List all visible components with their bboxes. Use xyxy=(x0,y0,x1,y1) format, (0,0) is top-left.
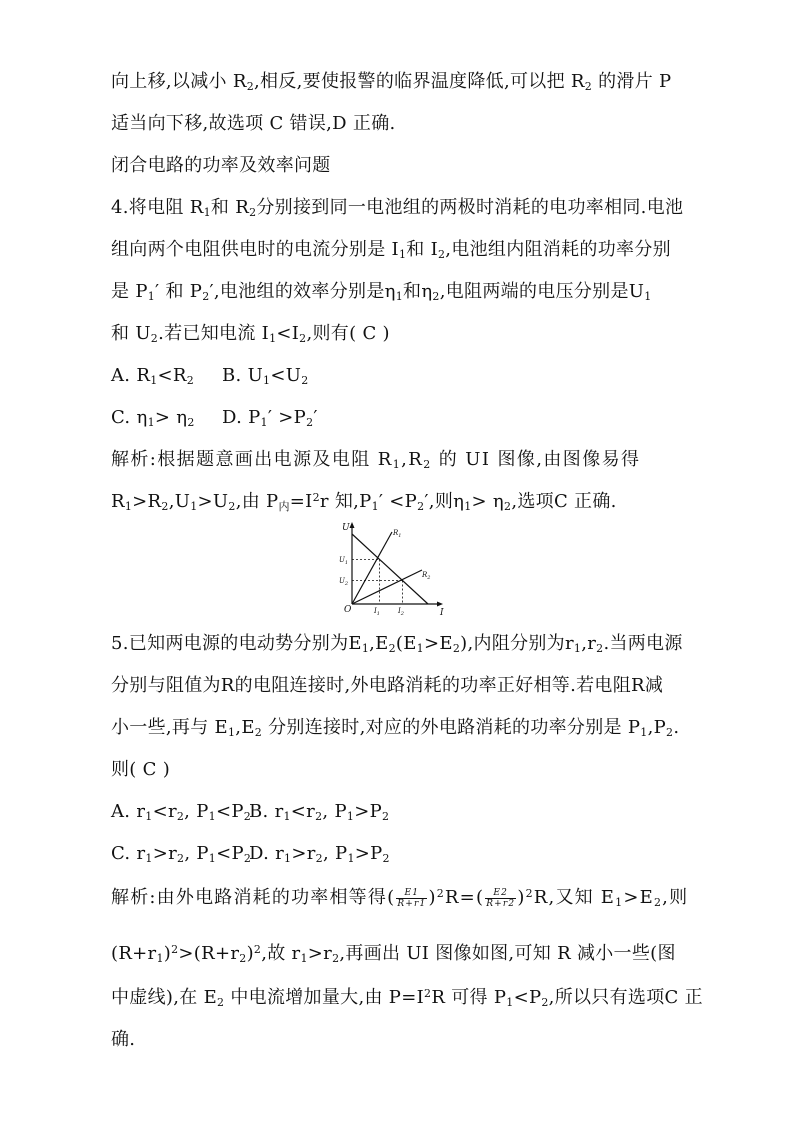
text-line: 适当向下移,故选项 C 错误,D 正确. xyxy=(111,113,396,134)
u-axis-arrow xyxy=(350,522,355,528)
q4-stem-line-3: 是 $P_1'$ 和 $P_2'$,电池组的效率分别是$\eta_1$和$\eta_2$,电阻两端的电压分别是$U_1$ xyxy=(111,281,652,303)
q5-option-b: B. $r_1<r_2$, $P_1>P_2$ xyxy=(249,801,390,823)
q4-option-d: D. $P_1' >P_2'$ xyxy=(222,407,318,429)
q4-stem-line-4: 和 $U_2$.若已知电流 $I_1<I_2$,则有( C ) xyxy=(111,323,390,345)
q4-stem-line-1: 4.将电阻 $R_1$和 $R_2$分别接到同一电池组的两极时消耗的电功率相同.电池 xyxy=(111,197,684,219)
r1-line xyxy=(352,532,392,604)
source-line xyxy=(352,534,431,604)
r2-label: $R_2$ xyxy=(422,571,431,581)
i-axis-arrow xyxy=(437,602,443,607)
u1-label: $U_1$ xyxy=(339,556,349,566)
fraction-e1: $\frac{E1}{R+r1}$ xyxy=(397,887,427,909)
q5-analysis-line-2: $(R+r_1)^2>(R+r_2)^2$,故 $r_1>r_2$,再画出 UI 图像如图,可知 R 减小一些(图 xyxy=(111,943,676,965)
ui-graph-figure xyxy=(336,520,448,616)
q5-option-a: A. $r_1<r_2$, $P_1<P_2$ xyxy=(111,801,252,823)
q4-stem-line-2: 组向两个电阻供电时的电流分别是 $I_1$和 $I_2$,电池组内阻消耗的功率分别 xyxy=(111,239,671,261)
q5-stem-line-1: 5.已知两电源的电动势分别为$E_1,E_2(E_1>E_2)$,内阻分别为$r_1,r_2$.当两电源 xyxy=(111,633,683,655)
i2-label: $I_2$ xyxy=(398,607,404,616)
origin-label: O xyxy=(344,605,352,615)
q4-option-c: C. $\eta_1> \eta_2$ xyxy=(111,407,195,429)
q4-option-b: B. $U_1<U_2$ xyxy=(222,365,309,387)
q4-analysis-line-1: 解析:根据题意画出电源及电阻 $R_1,R_2$ 的 UI 图像,由图像易得 xyxy=(111,449,641,471)
q5-analysis-line-4: 确. xyxy=(111,1029,136,1050)
q5-analysis-line-3: 中虚线),在 $E_2$ 中电流增加量大,由 $P=I^2R$ 可得 $P_1<P_2$,所以只有选项C 正 xyxy=(111,987,703,1009)
q4-option-a: A. $R_1<R_2$ xyxy=(111,365,195,387)
q5-stem-line-4: 则( C ) xyxy=(111,759,171,780)
i-axis-label: I xyxy=(440,608,444,616)
r2-line xyxy=(352,570,422,604)
q5-stem-line-3: 小一些,再与 $E_1,E_2$ 分别连接时,对应的外电路消耗的功率分别是 $P_1,P_2$. xyxy=(111,717,680,739)
q5-option-d: D. $r_1>r_2$, $P_1>P_2$ xyxy=(249,843,390,865)
u-axis-label: U xyxy=(342,523,350,533)
r1-label: $R_1$ xyxy=(393,529,402,539)
fraction-e2: $\frac{E2}{R+r2}$ xyxy=(486,887,516,909)
guide-lines xyxy=(352,560,402,605)
q4-analysis-line-2: $R_1>R_2,U_1>U_2$,由 $P_内=I^2r$ 知$,P_1' <P_2'$,则$\eta_1> \eta_2$,选项C 正确. xyxy=(111,491,617,513)
q5-stem-line-2: 分别与阻值为R的电阻连接时,外电路消耗的功率正好相等.若电阻R减 xyxy=(111,675,664,696)
text-line: 向上移,以减小 $R_2$,相反,要使报警的临界温度降低,可以把 $R_2$ 的滑片 P xyxy=(111,71,672,93)
q5-option-c: C. $r_1>r_2$, $P_1<P_2$ xyxy=(111,843,252,865)
i1-label: $I_1$ xyxy=(374,607,380,616)
u2-label: $U_2$ xyxy=(339,577,349,587)
section-title: 闭合电路的功率及效率问题 xyxy=(111,155,331,176)
q5-analysis-line-1: 解析:由外电路消耗的功率相等得( $\frac{E1}{R+r1}$ )$^2$R=( $\frac{E2}{R+r2}$ )$^2$R,又知 $E_1>E_2$,则 xyxy=(111,887,689,909)
